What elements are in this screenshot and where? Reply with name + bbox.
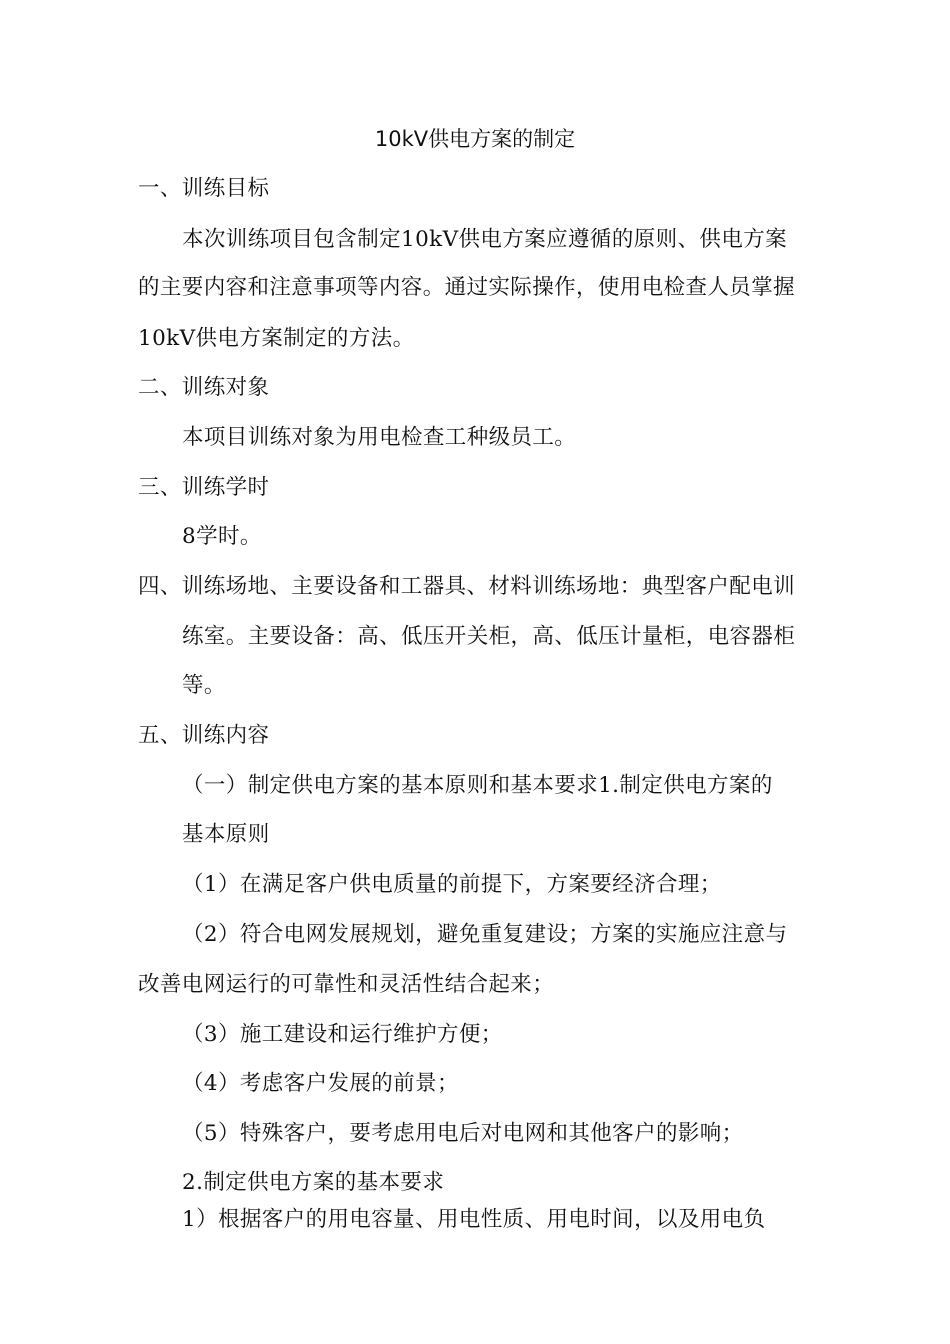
- paragraph-line: 8学时。: [182, 524, 262, 549]
- paragraph-line: 的主要内容和注意事项等内容。通过实际操作，使用电检查人员掌握: [138, 275, 796, 300]
- document-title: 10kV供电方案的制定: [374, 127, 576, 151]
- paragraph-line: 练室。主要设备：高、低压开关柜，高、低压计量柜，电容器柜: [182, 624, 796, 649]
- list-item: （3）施工建设和运行维护方便；: [182, 1022, 503, 1047]
- section-heading-3: 三、训练学时: [138, 475, 270, 500]
- paragraph-line: （一）制定供电方案的基本原则和基本要求1.制定供电方案的: [182, 773, 773, 798]
- list-item: （5）特殊客户，要考虑用电后对电网和其他客户的影响；: [182, 1121, 744, 1146]
- section-heading-1: 一、训练目标: [138, 176, 270, 201]
- list-item: 1）根据客户的用电容量、用电性质、用电时间，以及用电负: [182, 1207, 766, 1232]
- list-item: （4）考虑客户发展的前景；: [182, 1071, 459, 1096]
- paragraph-line: 等。: [182, 673, 226, 698]
- paragraph-line: 改善电网运行的可靠性和灵活性结合起来；: [138, 972, 555, 997]
- list-item: （2）符合电网发展规划，避免重复建设；方案的实施应注意与: [182, 922, 788, 947]
- section-heading-2: 二、训练对象: [138, 375, 270, 400]
- paragraph-line: 本项目训练对象为用电检查工种级员工。: [182, 425, 577, 450]
- paragraph-line: 基本原则: [182, 822, 270, 847]
- paragraph-line: 10kV供电方案制定的方法。: [138, 326, 415, 351]
- list-item: （1）在满足客户供电质量的前提下，方案要经济合理；: [182, 872, 722, 897]
- section-heading-4: 四、训练场地、主要设备和工器具、材料训练场地：典型客户配电训: [138, 574, 796, 599]
- subsection-heading: 2.制定供电方案的基本要求: [182, 1170, 445, 1195]
- paragraph-line: 本次训练项目包含制定10kV供电方案应遵循的原则、供电方案: [182, 227, 788, 252]
- section-heading-5: 五、训练内容: [138, 723, 270, 748]
